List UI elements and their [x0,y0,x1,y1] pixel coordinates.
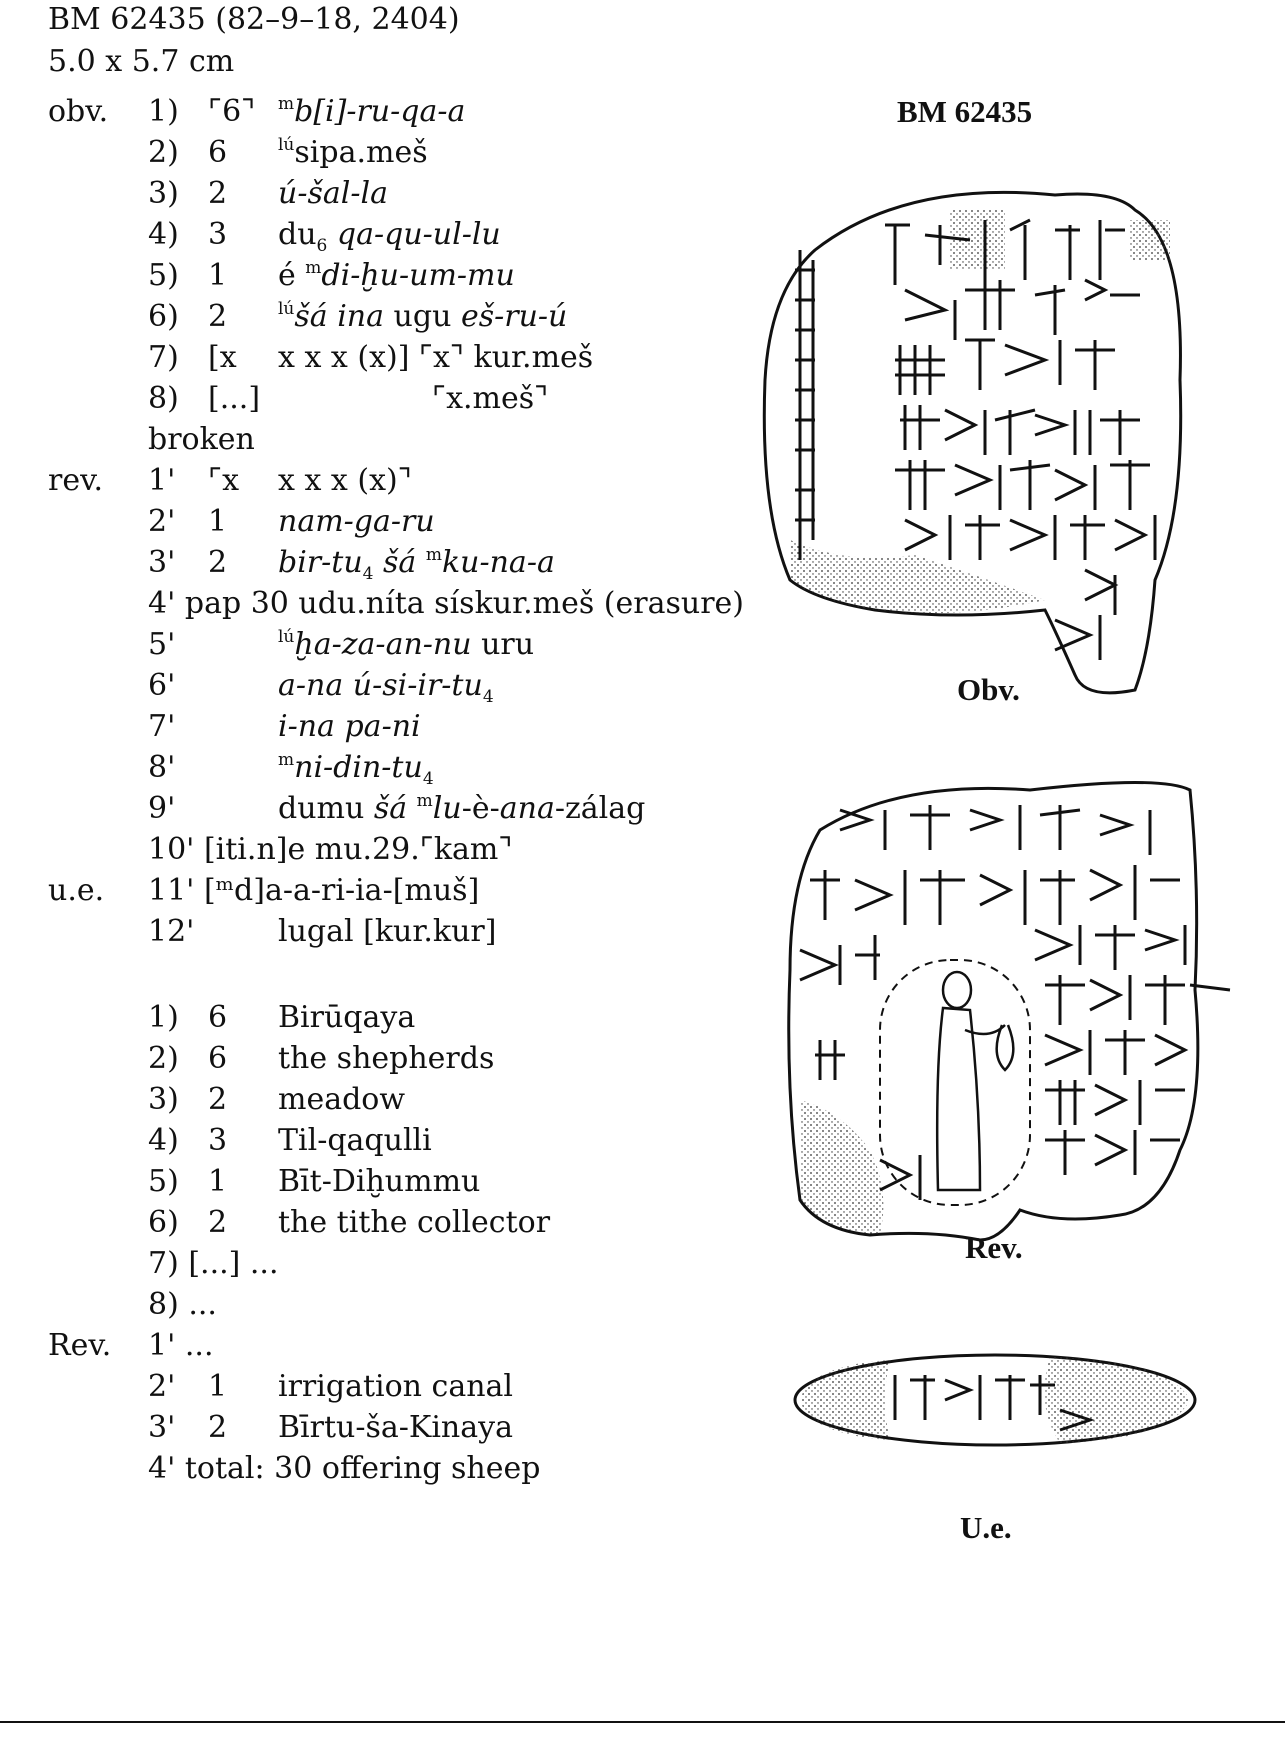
reverse-tablet-drawing [780,770,1240,1270]
upper-edge-label: U.e. [960,1510,1012,1545]
obverse-label: Obv. [957,672,1020,707]
upper-edge-drawing [790,1345,1200,1455]
tablet-dimensions: 5.0 x 5.7 cm [48,44,235,79]
document-page: BM 62435 (82–9–18, 2404) 5.0 x 5.7 cm obv. 1) ⌜6⌝ $^m$b[i]-ru-qa-a 2) 6 $^{lú}$sipa.meš 3) 2 ú-šal-la 4) 3 $du_6$ qa-qu-ul-lu 5) 1 é $^m$di-ḫu-um-mu 6) 2 $^{lú}$šá ina ugu eš-ru-ú 7) [x x x x (x)] ⌜x⌝ kur.meš 8) [...] ⌜x.meš⌝ broken rev. 1' ⌜x x x x (x)⌝ 2' 1 nam-ga-ru 3' 2 bir-$tu_4$ šá $^m$ku-na-a 4' pap 30 udu.níta sískur.meš (erasure) 5' $^{lú}$ḫa-za-an-nu uru 6' a-na $ú-si-ir-tu_4$ 7' i-na pa-ni 8' $^mni-din-tu_4$ 9' dumu šá $^m$lu-è-ana-zálag 10' [iti.n]e mu.29.⌜kam⌝ u.e. 11' [ᵐd]a-a-ri-ia-[muš] 12' lugal [kur.kur] 1) 6 Birūqaya 2) 6 the shepherds 3) 2 meadow 4) 3 Til-qaqulli 5) 1 Bīt-Diḫummu 6) 2 the tithe collector 7) [...] ... 8) ... Rev. 1' ... 2' 1 irrigation canal 3' 2 Bīrtu-ša-Kinaya 4' total: 30 offering sheep BM 62435 Obv. Rev. U.e. [0,0,1285,1737]
bottom-rule [0,1721,1285,1723]
reverse-label: Rev. [965,1230,1023,1265]
figure-title: BM 62435 [897,94,1033,129]
museum-number: BM 62435 (82–9–18, 2404) [48,2,460,37]
obverse-tablet-drawing [755,180,1200,700]
